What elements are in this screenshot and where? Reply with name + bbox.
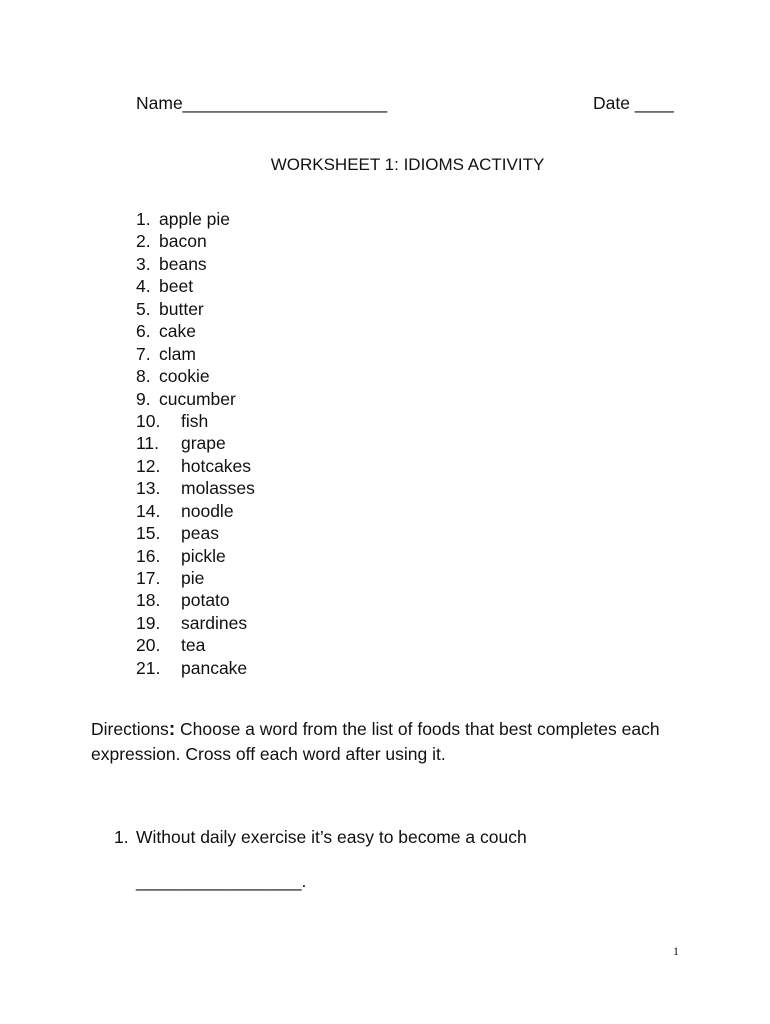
list-item-word: butter	[159, 298, 204, 319]
list-item-number: 10.	[136, 410, 161, 431]
list-item-word: potato	[181, 590, 230, 611]
list-item-word: molasses	[181, 478, 255, 499]
list-item-word: hotcakes	[181, 455, 252, 476]
list-item-word: cake	[159, 321, 196, 342]
list-item-word: cucumber	[159, 388, 236, 409]
list-item-number: 15.	[136, 523, 161, 544]
list-item-word: grape	[181, 433, 226, 454]
worksheet-title: WORKSHEET 1: IDIOMS ACTIVITY	[270, 155, 545, 174]
page-number: 1	[673, 944, 679, 958]
question-number: 1.	[114, 827, 129, 847]
list-item-number: 9.	[136, 388, 151, 409]
directions	[91, 717, 691, 766]
list-item-word: apple pie	[159, 209, 231, 229]
question-text: Without daily exercise it’s easy to become a couch	[136, 827, 527, 847]
list-item-number: 12.	[136, 455, 161, 476]
list-item-number: 4.	[136, 276, 151, 297]
list-item-word: beet	[159, 276, 194, 297]
list-item-number: 5.	[136, 298, 151, 319]
list-item-number: 14.	[136, 500, 161, 521]
list-item-word: bacon	[159, 231, 207, 252]
list-item-number: 7.	[136, 343, 151, 364]
list-item-number: 13.	[136, 478, 161, 499]
directions-colon: :	[168, 719, 176, 740]
list-item-number: 1.	[136, 209, 151, 229]
list-item-number: 2.	[136, 231, 151, 252]
list-item-word: cookie	[159, 366, 210, 387]
list-item-word: peas	[181, 523, 219, 544]
list-item-number: 11.	[136, 433, 160, 454]
list-item-word: pickle	[181, 545, 226, 566]
date-field-label: Date ____	[593, 93, 674, 113]
directions-text: Choose a word from the list of foods that best completes each expression. Cross off each word after using it.	[91, 719, 660, 764]
list-item-number: 18.	[136, 590, 161, 611]
list-item-word: pancake	[181, 657, 248, 678]
list-item-word: beans	[159, 253, 207, 274]
list-item-number: 16.	[136, 545, 161, 566]
directions-label: Directions	[91, 719, 169, 739]
list-item-word: pie	[181, 568, 205, 588]
list-item-number: 19.	[136, 612, 161, 633]
list-item-number: 6.	[136, 321, 151, 342]
list-item-number: 8.	[136, 366, 151, 387]
answer-blank: _________________.	[136, 871, 307, 891]
list-item-number: 21.	[136, 657, 161, 678]
list-item-number: 17.	[136, 568, 161, 588]
list-item-number: 3.	[136, 253, 151, 274]
list-item-word: sardines	[181, 612, 248, 633]
list-item-word: clam	[159, 343, 196, 364]
list-item-word: tea	[181, 635, 206, 656]
list-item-word: fish	[181, 410, 209, 431]
list-item-number: 20.	[136, 635, 161, 656]
name-field-label: Name_____________________	[136, 93, 388, 113]
list-item-word: noodle	[181, 500, 234, 521]
